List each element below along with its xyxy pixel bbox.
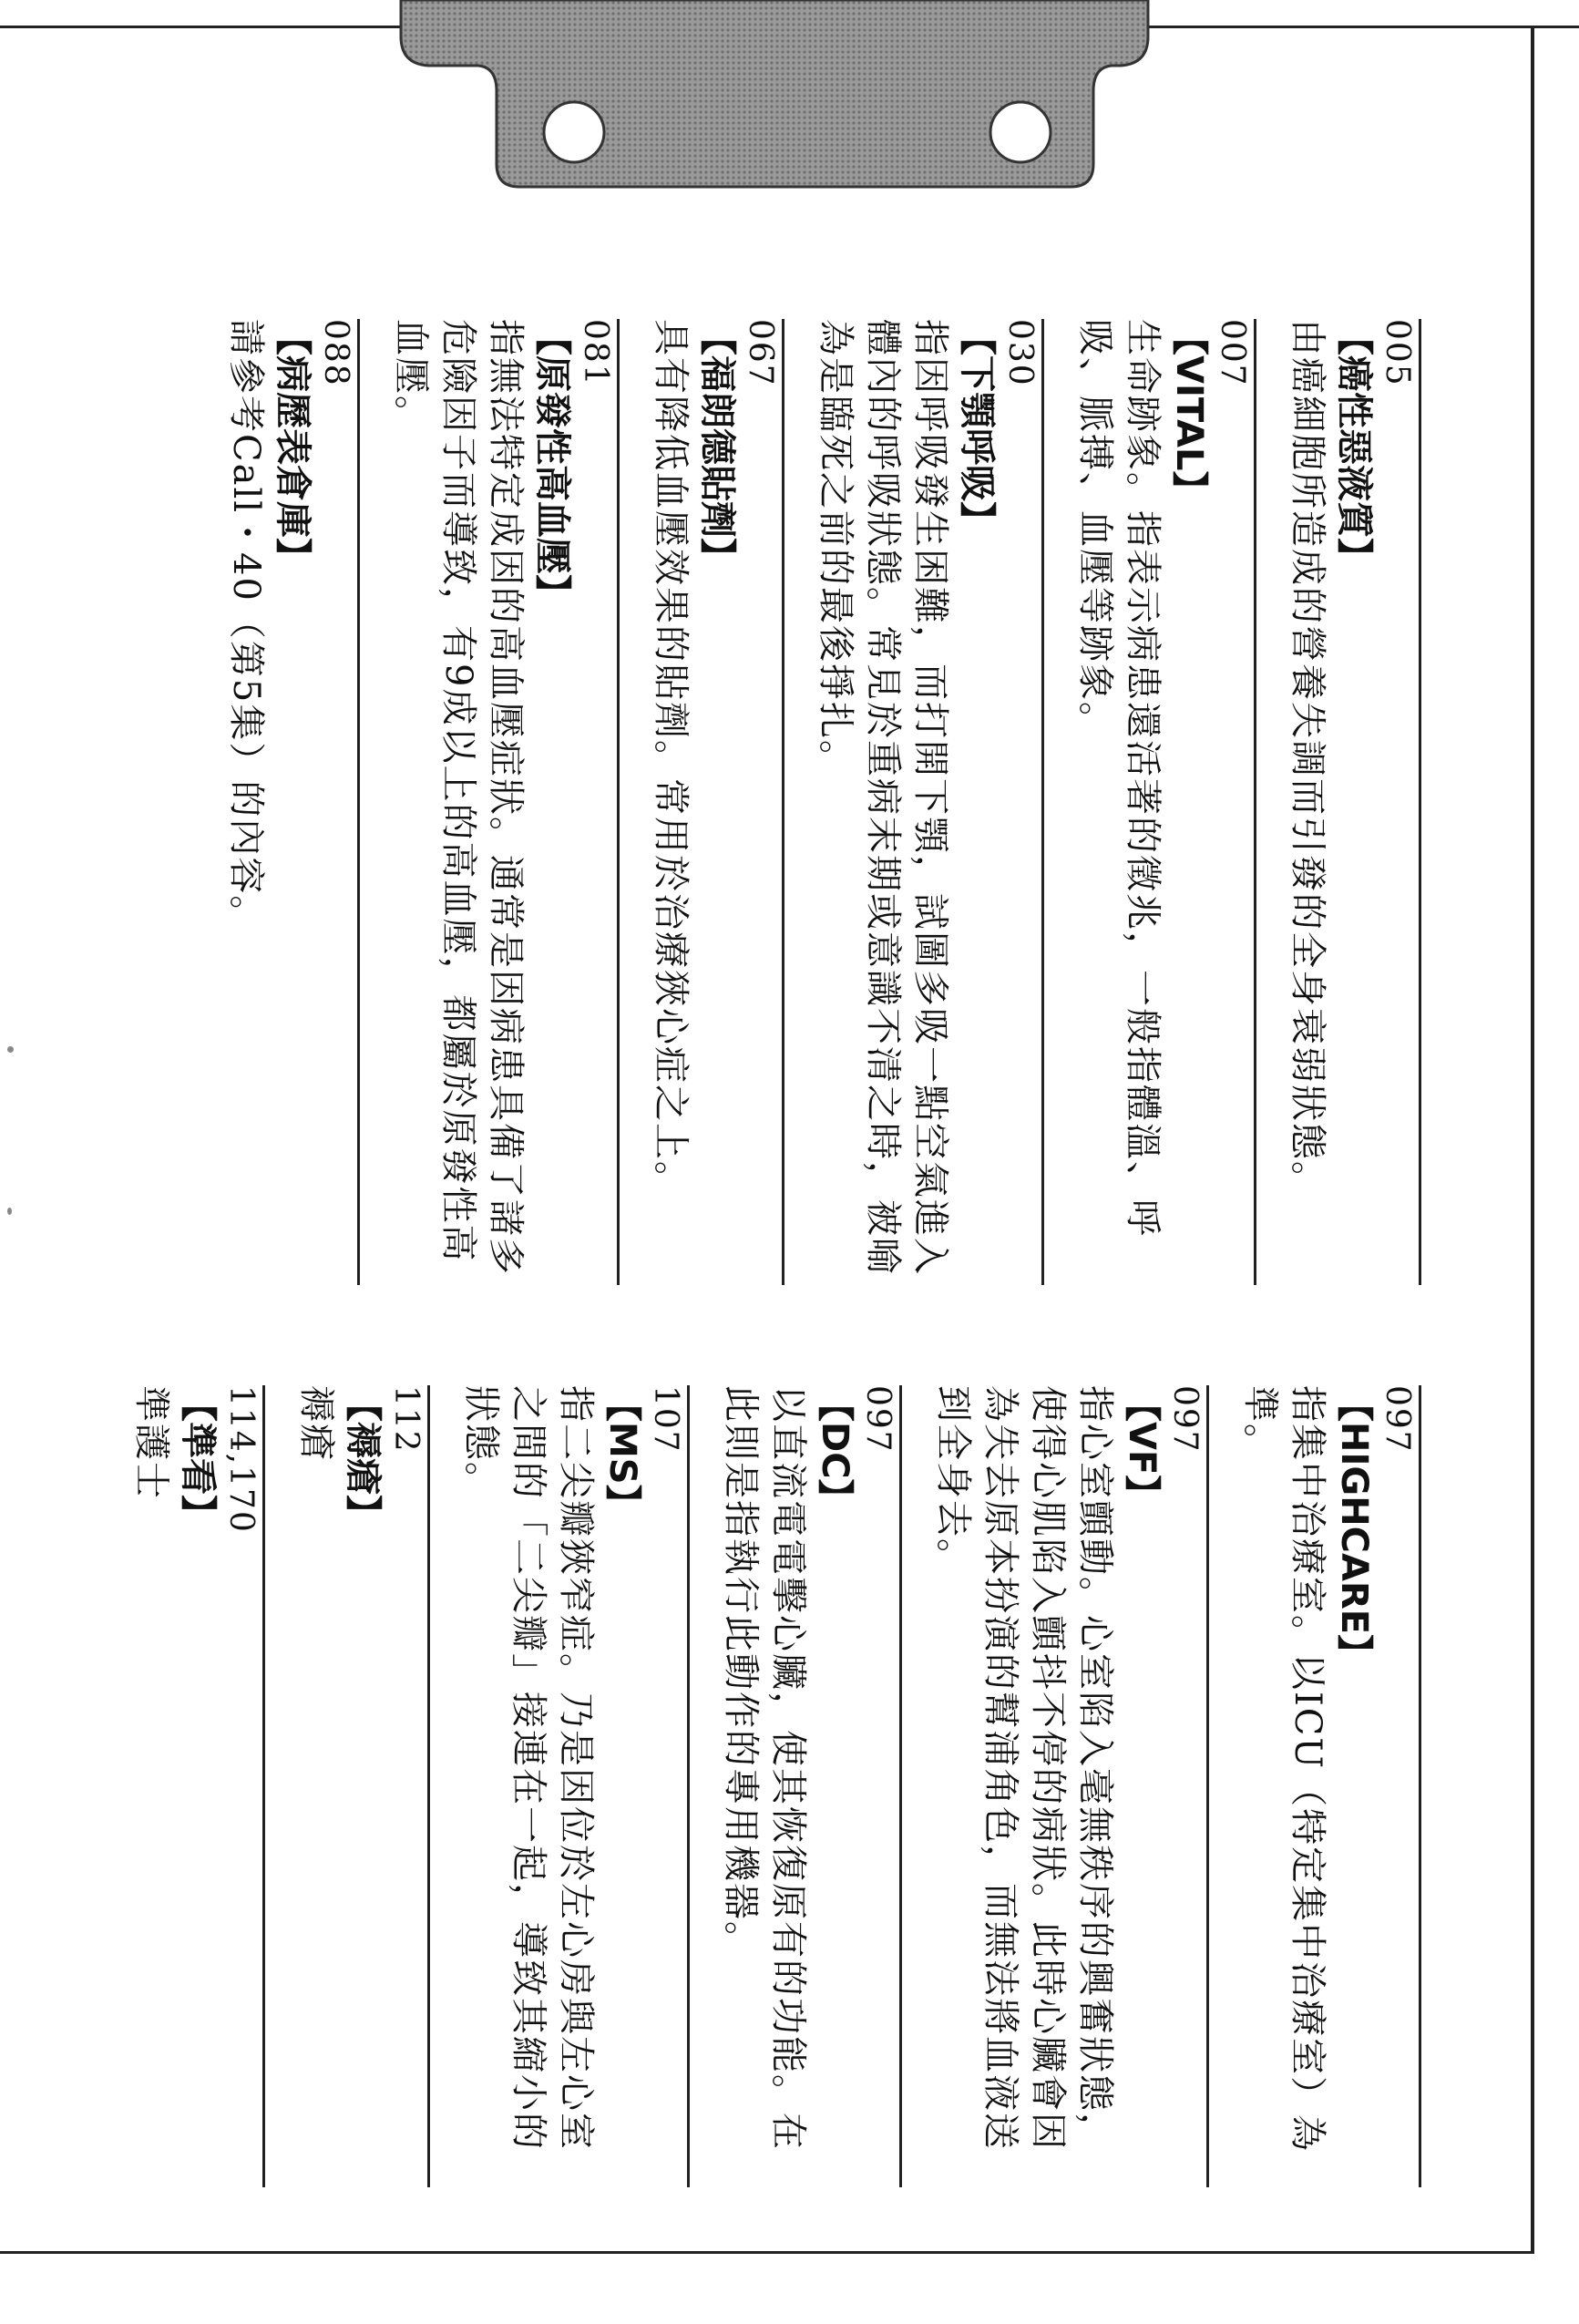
glossary-entry — [457, 1385, 690, 2187]
entry-term: 【病歷表倉庫】 — [272, 319, 313, 574]
entry-term: 【MS】 — [601, 1385, 643, 1521]
page-number: 112 — [387, 1385, 425, 1454]
page-border-right — [1531, 27, 1534, 2251]
page-number: 005 — [1379, 319, 1416, 387]
clipboard-clip — [392, 0, 1157, 191]
page-number: 007 — [1214, 319, 1251, 387]
entry-description: 以直流電電擊心臟，使其恢復原有的功能。在此則是指執行此動作的專用機器。 — [720, 1385, 809, 2151]
glossary-entry — [292, 1385, 430, 2187]
entry-description: 由癌細胞所造成的營養失調而引發的全身衰弱狀態。 — [1287, 319, 1328, 1199]
entry-description: 指心室顫動。心室陷入毫無秩序的興奮狀態，使得心肌陷入顫抖不停的病狀。此時心臟會因為失去原本扮演的幫浦角色，而無法將血液送到全身去。 — [932, 1385, 1116, 2151]
entry-description: 指無法特定成因的高血壓症狀。通常是因病患具備了諸多危險因子而導致，有9成以上的高血壓，都屬於原發性高血壓。 — [390, 319, 527, 1276]
page-number: 097 — [859, 1385, 897, 1454]
glossary-entry — [647, 319, 784, 1285]
glossary-entry — [1284, 319, 1421, 1285]
page-number: 088 — [317, 319, 354, 387]
entry-term: 【HIGHCARE】 — [1333, 1385, 1375, 1671]
entry-description: 指因呼吸發生困難，而打開下顎，試圖多吸一點空氣進入體內的呼吸狀態。常見於重病末期或意識不清之時，被喻為是臨死之前的最後掙扎。 — [815, 319, 951, 1276]
scan-speck — [7, 1046, 14, 1053]
glossary-entry — [222, 319, 360, 1285]
glossary-entry — [128, 1385, 265, 2187]
page-number: 114,170 — [222, 1385, 260, 1534]
glossary-entry — [387, 319, 620, 1285]
entry-description: 請參考Call・40（第5集）的內容。 — [225, 319, 267, 934]
entry-description: 指集中治療室。以ICU（特定集中治療室）為準。 — [1239, 1385, 1328, 2154]
entry-description: 生命跡象。指表示病患還活著的徵兆，一般指體溫、呼吸、脈搏、血壓等跡象。 — [1074, 319, 1164, 1238]
entry-description: 準護士 — [130, 1385, 172, 1500]
glossary-entry — [929, 1385, 1209, 2187]
entry-term: 【DC】 — [814, 1385, 856, 1516]
glossary-entry — [1071, 319, 1256, 1285]
scan-speck — [7, 1208, 12, 1215]
entry-term: 【福朗德貼劑】 — [696, 319, 738, 574]
entry-term: 【褥瘡】 — [342, 1385, 384, 1531]
glossary-entry — [1236, 1385, 1421, 2187]
page-number: 097 — [1379, 1385, 1416, 1454]
glossary-entries — [0, 319, 1421, 2324]
entry-term: 【原發性高血壓】 — [531, 319, 573, 611]
glossary-column-right — [100, 1385, 1421, 2187]
glossary-entry — [717, 1385, 902, 2187]
entry-term: 【準看】 — [177, 1385, 219, 1531]
glossary-entry — [812, 319, 1044, 1285]
glossary-column-left — [195, 319, 1421, 1285]
entry-term: 【癌性惡液質】 — [1333, 319, 1375, 574]
entry-term: 【VF】 — [1121, 1385, 1163, 1512]
page-number: 081 — [577, 319, 614, 387]
page-number: 097 — [1166, 1385, 1204, 1454]
entry-description: 具有降低血壓效果的貼劑。常用於治療狹心症之上。 — [650, 319, 692, 1199]
entry-description: 指二尖瓣狹窄症。乃是因位於左心房與左心室之間的「二尖瓣」接連在一起，導致其縮小的狀態。 — [460, 1385, 597, 2151]
entry-term: 【VITAL】 — [1168, 319, 1210, 508]
entry-term: 【下顎呼吸】 — [956, 319, 998, 538]
entry-description: 褥瘡 — [295, 1385, 337, 1462]
page-number: 030 — [1001, 319, 1039, 387]
page-number: 067 — [742, 319, 779, 387]
page-number: 107 — [647, 1385, 684, 1454]
